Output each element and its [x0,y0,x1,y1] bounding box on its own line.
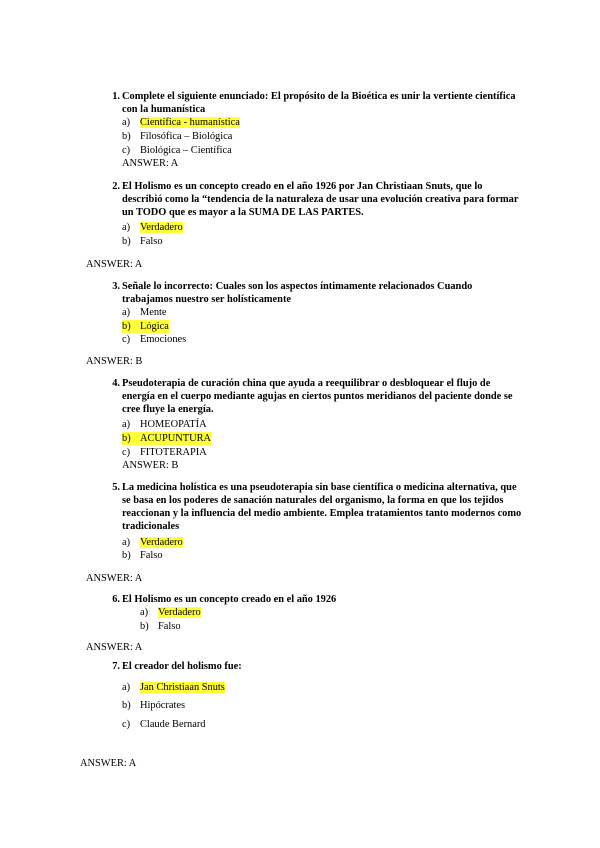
question-text: El creador del holismo fue: [122,661,242,672]
option-a: a) Jan Christiaan Snuts [122,682,225,693]
question-number: 7. [112,661,120,672]
answer-line: ANSWER: A [80,758,137,769]
question-4 [104,377,524,416]
question-text: Pseudoterapia de curación china que ayuda a reequilibrar o desbloquear el flujo de energía en el cuerpo mediante agujas en ciertos puntos meridianos del paciente donde se cree fluye la energía. [122,378,513,415]
option-a: a) Verdadero [122,537,183,548]
correct-option-highlight: Verdadero [140,222,183,233]
question-number: 6. [112,594,120,605]
option-b: b) Lógica [122,321,169,332]
answer-line: ANSWER: B [86,356,143,367]
option-b: b) ACUPUNTURA [122,433,212,444]
correct-option-highlight: Verdadero [158,607,201,618]
option-b: b) Falso [122,236,163,247]
option-b: b) Falso [122,550,163,561]
correct-option-highlight: Verdadero [140,537,183,548]
correct-option-highlight: Lógica [140,321,169,332]
option-b: b) Filosófica – Biológica [122,131,233,142]
option-a: a) HOMEOPATÍA [122,419,207,430]
option-c: c) FITOTERAPIA [122,447,207,458]
question-text: El Holismo es un concepto creado en el año 1926 [122,594,337,605]
question-6 [104,593,524,606]
question-number: 1. [112,91,120,102]
question-text: La medicina holística es una pseudoterapia sin base científica o medicina alternativa, que se basa en los poderes de sanación naturales del organismo, la forma en que los tejidos reaccionan y la influencia del medio ambiente. Emplea tratamientos tanto modernos como tradicionales [122,482,522,532]
answer-line: ANSWER: A [122,158,179,169]
question-2 [104,180,524,219]
option-a: a) Verdadero [140,607,201,618]
question-text: Complete el siguiente enunciado: El propósito de la Bioética es unir la vertiente científica con la humanística [122,91,516,115]
question-number: 5. [112,482,120,493]
question-number: 3. [112,281,120,292]
option-c: c) Biológica – Científica [122,145,232,156]
option-b: b) Falso [140,621,181,632]
answer-line: ANSWER: A [86,259,143,270]
answer-line: ANSWER: A [86,642,143,653]
option-a: a) Científica - humanística [122,117,240,128]
answer-line: ANSWER: A [86,573,143,584]
question-5 [104,481,524,533]
question-number: 4. [112,378,120,389]
correct-option-highlight: Jan Christiaan Snuts [140,682,225,693]
option-c: c) Emociones [122,334,187,345]
option-c: c) Claude Bernard [122,719,206,730]
question-3 [104,280,524,306]
question-text: Señale lo incorrecto: Cuales son los aspectos íntimamente relacionados Cuando trabajamos nuestro ser holísticamente [122,281,473,305]
question-7 [104,660,524,673]
option-b: b) Hipócrates [122,700,186,711]
question-number: 2. [112,181,120,192]
question-text: El Holismo es un concepto creado en el año 1926 por Jan Christiaan Snuts, que lo describió como la “tendencia de la naturaleza de usar una evolución creativa para formar un TODO que es mayor a la SUMA DE LAS PARTES. [122,181,519,218]
option-a: a) Verdadero [122,222,183,233]
correct-option-highlight: ACUPUNTURA [140,433,212,444]
question-1 [104,90,524,116]
answer-line: ANSWER: B [122,460,179,471]
option-a: a) Mente [122,307,167,318]
correct-option-highlight: Científica - humanística [140,117,240,128]
